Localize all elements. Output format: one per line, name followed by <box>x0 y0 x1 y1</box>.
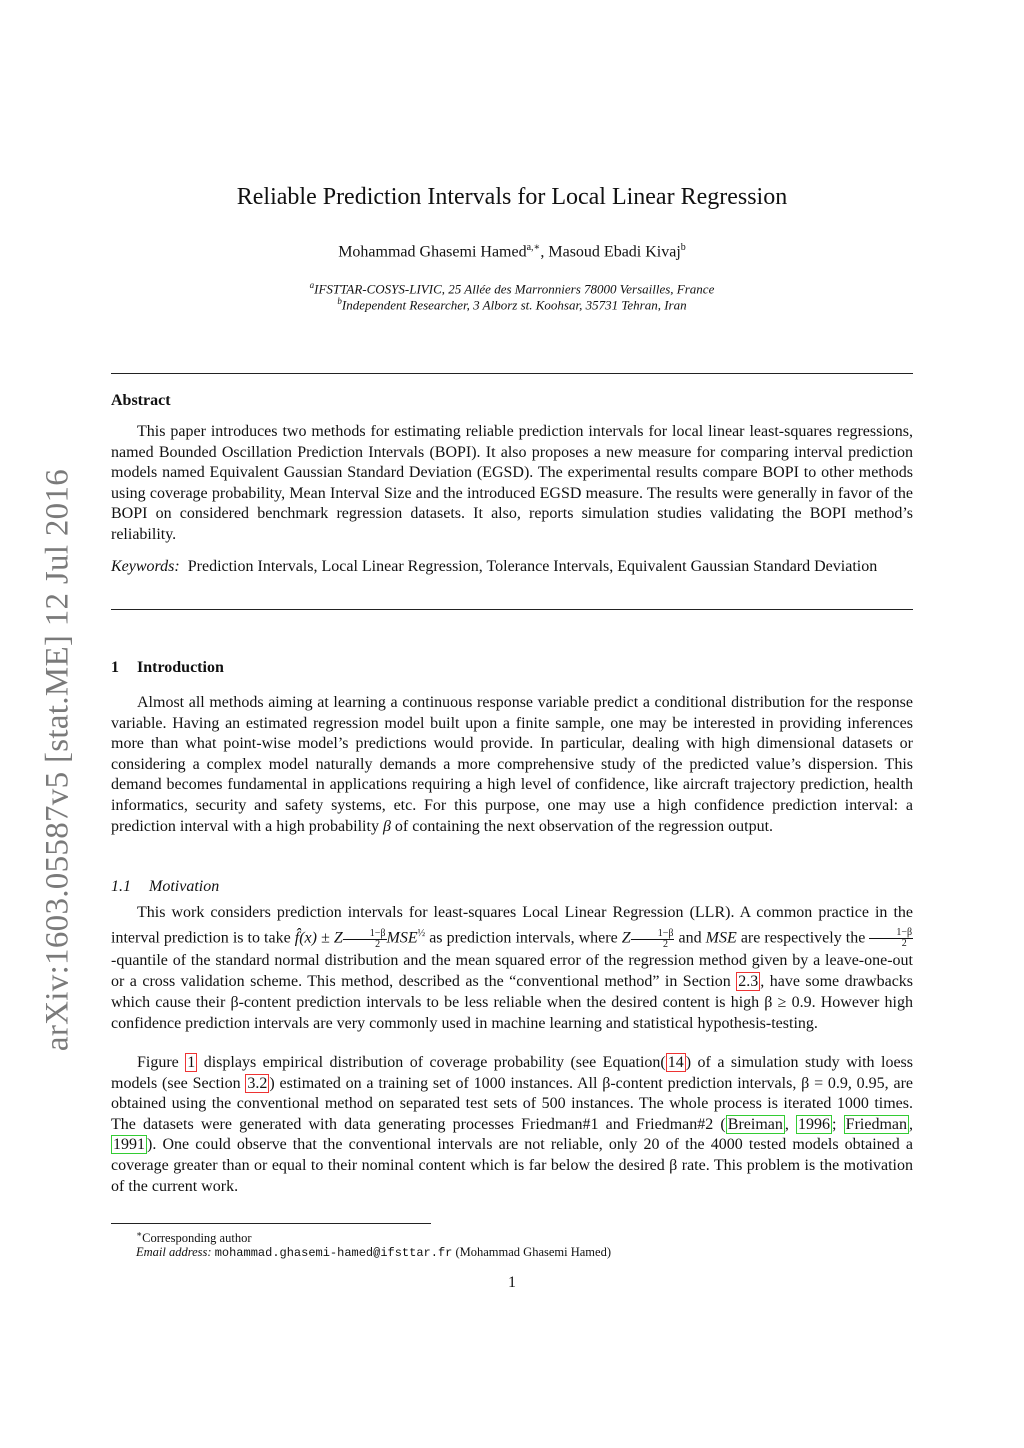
author-1: Mohammad Ghasemi Hamed <box>338 243 527 261</box>
citation-friedman-year[interactable]: 1991 <box>113 1136 145 1154</box>
footnote-email: Email address: mohammad.ghasemi-hamed@ifsttar.fr (Mohammad Ghasemi Hamed) <box>136 1245 611 1260</box>
paper-title: Reliable Prediction Intervals for Local Linear Regression <box>236 184 788 210</box>
author-2: Masoud Ebadi Kivaj <box>548 243 681 261</box>
citation-breiman[interactable]: Breiman <box>727 1115 783 1133</box>
keywords-text: Prediction Intervals, Local Linear Regression, Tolerance Intervals, Equivalent Gaussian Standard Deviation <box>187 558 878 575</box>
quantile-fraction: $\frac{1-\beta}{2}$ <box>869 928 913 949</box>
subsection-heading-motivation: 1.1 Motivation <box>111 878 220 895</box>
citation-friedman[interactable]: Friedman <box>845 1115 907 1133</box>
email-address[interactable]: mohammad.ghasemi-hamed@ifsttar.fr <box>214 1246 453 1260</box>
abstract-heading: Abstract <box>111 392 171 409</box>
page-number: 1 <box>508 1274 516 1291</box>
affiliation-b: $^b$Independent Researcher, 3 Alborz st. Koohsar, 35731 Tehran, Iran <box>337 296 687 313</box>
abstract-text: This paper introduces two methods for estimating reliable prediction intervals for local linear least-squares regressions, named Bounded Oscillation Prediction Intervals (BOPI). It also proposes a new measure for comparing interval prediction models named Equivalent Gaussian Standard Deviation (EGSD). The experimental results compare BOPI to other methods using coverage probability, Mean Interval Size and the introduced EGSD measure. The results were generally in favor of the BOPI on considered benchmark regression datasets. It also, reports simulation studies validating the BOPI method’s reliability. <box>111 423 913 543</box>
section-ref-3-2[interactable]: 3.2 <box>247 1074 268 1092</box>
author-2-marks: b <box>680 242 686 253</box>
author-list: Mohammad Ghasemi Hamed$^{a,∗}$, Masoud Ebadi Kivaj$^b$ <box>338 242 686 261</box>
z-subscript-fraction: $\frac{1-\beta}{2}$ <box>343 929 387 950</box>
author-1-marks: a,∗ <box>526 242 541 253</box>
section-ref-2-3[interactable]: 2.3 <box>738 972 759 990</box>
keywords <box>111 557 913 578</box>
equation-ref-14[interactable]: 14 <box>667 1054 684 1071</box>
motivation-paragraph-1: This work considers prediction intervals for least-squares Local Linear Regression (LLR). A common practice in the interval prediction is to take f̂(x) ± Z $\frac{1-\beta}{2}$ $MSE^{\frac{1}{2}}$ as prediction intervals, where Z $\frac{1-\beta}{2}$ and MSE are respectively the $\frac{1-\beta}{2}$ -quantile of the standard normal distribution and the mean squared error of the regression method given by a leave-one-out or a cross validation scheme. This method, described as the “conventional method” in Section 2.3 , have some drawbacks which cause their β-content prediction intervals to be less reliable when the desired content is high β ≥ 0.9. However high confidence prediction intervals are very commonly used in machine learning and statistical hypothesis-testing. <box>111 904 914 1033</box>
figure-ref-1[interactable]: 1 <box>187 1054 196 1071</box>
top-rule <box>111 373 913 374</box>
arxiv-id-text: arXiv:1603.05587v5 [stat.ME] 12 Jul 2016 <box>39 468 76 1052</box>
section-heading-introduction: 1 Introduction <box>111 659 224 676</box>
citation-breiman-year[interactable]: 1996 <box>798 1115 831 1133</box>
affiliation-a: $^a$IFSTTAR-COSYS-LIVIC, 25 Allée des Marronniers 78000 Versailles, France <box>309 280 715 297</box>
footnote-corresponding: ∗Corresponding author <box>136 1229 252 1246</box>
keywords-label: Keywords: <box>111 558 180 575</box>
footnote-rule <box>111 1223 431 1224</box>
bottom-rule <box>111 609 913 610</box>
motivation-paragraph-2: Figure 1 displays empirical distribution of coverage probability (see Equation( 14 ) of a simulation study with loess models (see Section 3.2 ) estimated on a training set of 1000 instances. All β-content prediction intervals, β = 0.9, 0.95, are obtained using the conventional method on separated test sets of 500 instances. The whole process is iterated 1000 times. The datasets were generated with data generating processes Friedman#1 and Friedman#2 ( Breiman , 1996 ; Friedman , 1991 ). One could observe that the conventional intervals are not reliable, only 20 of the 4000 tested models obtained a coverage greater than or equal to their nominal content which is far below the desired β rate. This problem is the motivation of the current work. <box>111 1054 914 1195</box>
intro-paragraph: Almost all methods aiming at learning a continuous response variable predict a conditional distribution for the response variable. Having an estimated regression model built upon a finite sample, one may be interested in providing inferences more than what point-wise model’s predictions would provide. In particular, dealing with high dimensional datasets or considering a complex model naturally demands a more comprehensive study of the predicted value’s dispersion. This demand becomes fundamental in applications requiring a high level of confidence, like aircraft trajectory prediction, health informatics, security and safety systems, etc. For this purpose, one may use a high confidence prediction interval: a prediction interval with a high probability β of containing the next observation of the regression output. <box>111 694 913 835</box>
